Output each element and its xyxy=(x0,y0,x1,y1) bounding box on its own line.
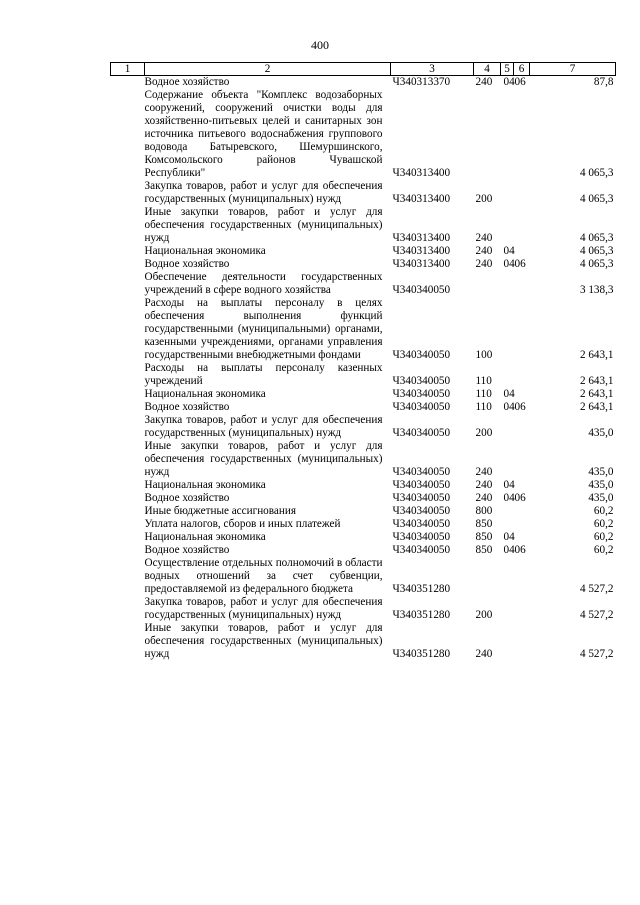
cell-index xyxy=(111,557,145,596)
cell-expense-type xyxy=(474,557,501,596)
cell-amount: 2 643,1 xyxy=(579,388,614,400)
cell-target-code: Ч340313400 xyxy=(392,167,451,179)
cell-expense-type: 240 xyxy=(475,76,493,88)
cell-expense-type xyxy=(474,89,501,180)
cell-subsection xyxy=(514,388,530,401)
cell-index xyxy=(111,401,145,414)
cell-section xyxy=(501,622,514,661)
cell-index xyxy=(111,544,145,557)
cell-subsection xyxy=(514,596,530,622)
table-header-row xyxy=(111,63,616,76)
cell-section xyxy=(501,596,514,622)
cell-target-code: Ч340313400 xyxy=(392,232,451,244)
cell-name: Водное хозяйство xyxy=(144,544,230,556)
cell-name: Расходы на выплаты персоналу в целях обеспечения выполнения функций государственными (муниципальными) органами, казенными учреждениями, органами управления государственными внебюджетными фондами xyxy=(144,297,383,361)
cell-expense-type: 110 xyxy=(475,401,492,413)
cell-name: Водное хозяйство xyxy=(144,492,230,504)
cell-expense-type: 200 xyxy=(475,609,493,621)
cell-section: 04 xyxy=(503,258,515,270)
cell-amount: 2 643,1 xyxy=(579,349,614,361)
cell-target-code: Ч340340050 xyxy=(392,427,451,439)
cell-subsection: 06 xyxy=(514,492,526,504)
table-row xyxy=(111,245,616,258)
cell-subsection xyxy=(514,206,530,245)
cell-section: 04 xyxy=(503,388,515,400)
cell-amount: 4 065,3 xyxy=(579,258,614,270)
header-col-7: 7 xyxy=(530,63,616,76)
cell-name: Водное хозяйство xyxy=(144,258,230,270)
cell-expense-type: 850 xyxy=(475,544,493,556)
cell-target-code: Ч340340050 xyxy=(392,544,451,556)
cell-expense-type: 800 xyxy=(475,505,493,517)
cell-index xyxy=(111,89,145,180)
table-row xyxy=(111,622,616,661)
cell-subsection xyxy=(514,271,530,297)
table-row xyxy=(111,76,616,90)
cell-subsection xyxy=(514,297,530,362)
cell-target-code: Ч340340050 xyxy=(392,518,451,530)
cell-amount: 60,2 xyxy=(593,544,614,556)
cell-amount: 435,0 xyxy=(588,492,614,504)
table-row xyxy=(111,479,616,492)
cell-expense-type: 240 xyxy=(475,466,493,478)
cell-target-code: Ч340340050 xyxy=(392,388,451,400)
cell-index xyxy=(111,76,145,90)
cell-expense-type: 240 xyxy=(475,232,493,244)
cell-index xyxy=(111,297,145,362)
header-col-2: 2 xyxy=(145,63,391,76)
table-row xyxy=(111,505,616,518)
cell-target-code: Ч340313370 xyxy=(392,76,451,88)
cell-target-code: Ч340340050 xyxy=(392,401,451,413)
cell-expense-type: 240 xyxy=(475,492,493,504)
cell-section xyxy=(501,206,514,245)
table-row xyxy=(111,271,616,297)
cell-expense-type: 240 xyxy=(475,245,493,257)
cell-section: 04 xyxy=(503,479,515,491)
cell-amount: 3 138,3 xyxy=(579,284,614,296)
cell-subsection: 06 xyxy=(514,544,526,556)
cell-section: 04 xyxy=(503,492,515,504)
cell-index xyxy=(111,206,145,245)
table-row xyxy=(111,362,616,388)
cell-index xyxy=(111,362,145,388)
cell-subsection xyxy=(514,518,530,531)
cell-name: Закупка товаров, работ и услуг для обеспечения государственных (муниципальных) нужд xyxy=(144,596,383,621)
cell-expense-type: 110 xyxy=(475,375,492,387)
cell-section: 04 xyxy=(503,401,515,413)
cell-expense-type: 200 xyxy=(475,427,493,439)
cell-target-code: Ч340340050 xyxy=(392,466,451,478)
cell-amount: 60,2 xyxy=(593,518,614,530)
cell-amount: 2 643,1 xyxy=(579,401,614,413)
table-row xyxy=(111,544,616,557)
table-row xyxy=(111,401,616,414)
cell-index xyxy=(111,440,145,479)
cell-index xyxy=(111,622,145,661)
table-row xyxy=(111,180,616,206)
cell-amount: 4 065,3 xyxy=(579,232,614,244)
page-number: 400 xyxy=(311,38,329,52)
cell-subsection xyxy=(514,180,530,206)
cell-subsection xyxy=(514,531,530,544)
cell-section xyxy=(501,557,514,596)
cell-target-code: Ч340340050 xyxy=(392,505,451,517)
cell-name: Расходы на выплаты персоналу казенных учреждений xyxy=(144,362,383,387)
cell-index xyxy=(111,258,145,271)
budget-table xyxy=(110,62,616,661)
cell-section: 04 xyxy=(503,544,515,556)
cell-name: Национальная экономика xyxy=(144,245,266,257)
cell-index xyxy=(111,505,145,518)
cell-index xyxy=(111,414,145,440)
cell-amount: 435,0 xyxy=(588,479,614,491)
cell-subsection xyxy=(514,245,530,258)
cell-target-code: Ч340313400 xyxy=(392,245,451,257)
header-col-5: 5 xyxy=(501,63,514,76)
cell-amount: 4 065,3 xyxy=(579,193,614,205)
cell-index xyxy=(111,388,145,401)
cell-section xyxy=(501,89,514,180)
cell-amount: 60,2 xyxy=(593,505,614,517)
cell-name: Водное хозяйство xyxy=(144,401,230,413)
cell-amount: 435,0 xyxy=(588,427,614,439)
cell-index xyxy=(111,180,145,206)
cell-target-code: Ч340340050 xyxy=(392,531,451,543)
cell-index xyxy=(111,531,145,544)
cell-subsection xyxy=(514,479,530,492)
cell-target-code: Ч340340050 xyxy=(392,492,451,504)
header-col-3: 3 xyxy=(391,63,474,76)
cell-name: Закупка товаров, работ и услуг для обеспечения государственных (муниципальных) нужд xyxy=(144,414,383,439)
cell-subsection xyxy=(514,89,530,180)
header-col-4: 4 xyxy=(474,63,501,76)
header-col-6: 6 xyxy=(514,63,530,76)
cell-amount: 87,8 xyxy=(593,76,614,88)
cell-name: Национальная экономика xyxy=(144,388,266,400)
cell-expense-type: 240 xyxy=(475,479,493,491)
cell-section xyxy=(501,180,514,206)
cell-target-code: Ч340340050 xyxy=(392,284,451,296)
table-body xyxy=(111,76,616,662)
cell-name: Закупка товаров, работ и услуг для обеспечения государственных (муниципальных) нужд xyxy=(144,180,383,205)
cell-target-code: Ч340351280 xyxy=(392,609,451,621)
cell-target-code: Ч340340050 xyxy=(392,479,451,491)
cell-target-code: Ч340340050 xyxy=(392,349,451,361)
cell-name: Содержание объекта "Комплекс водозаборных сооружений, сооружений очистки воды для хозяйственно-питьевых целей и санитарных зон источника питьевого водоснабжения группового водовода Батыревского, Шемуршинского, Комсомольского районов Чувашской Республики" xyxy=(144,89,383,179)
table-row xyxy=(111,89,616,180)
cell-target-code: Ч340351280 xyxy=(392,648,451,660)
cell-target-code: Ч340340050 xyxy=(392,375,451,387)
table-row xyxy=(111,388,616,401)
table-row xyxy=(111,414,616,440)
cell-name: Иные закупки товаров, работ и услуг для обеспечения государственных (муниципальных) нужд xyxy=(144,622,383,660)
cell-section xyxy=(501,414,514,440)
cell-name: Иные бюджетные ассигнования xyxy=(144,505,296,517)
cell-name: Обеспечение деятельности государственных учреждений в сфере водного хозяйства xyxy=(144,271,383,296)
cell-subsection xyxy=(514,362,530,388)
cell-subsection: 06 xyxy=(514,76,526,88)
cell-amount: 4 527,2 xyxy=(579,583,614,595)
cell-name: Иные закупки товаров, работ и услуг для обеспечения государственных (муниципальных) нужд xyxy=(144,206,383,244)
table-row xyxy=(111,557,616,596)
cell-expense-type: 850 xyxy=(475,518,493,530)
cell-amount: 4 527,2 xyxy=(579,648,614,660)
cell-expense-type xyxy=(474,271,501,297)
cell-name: Уплата налогов, сборов и иных платежей xyxy=(144,518,341,530)
cell-expense-type: 110 xyxy=(475,388,492,400)
cell-index xyxy=(111,518,145,531)
cell-amount: 2 643,1 xyxy=(579,375,614,387)
cell-name: Иные закупки товаров, работ и услуг для обеспечения государственных (муниципальных) нужд xyxy=(144,440,383,478)
cell-amount: 4 065,3 xyxy=(579,245,614,257)
cell-section: 04 xyxy=(503,531,515,543)
table-row xyxy=(111,206,616,245)
cell-section xyxy=(501,271,514,297)
cell-expense-type: 240 xyxy=(475,258,493,270)
cell-expense-type: 200 xyxy=(475,193,493,205)
cell-subsection xyxy=(514,557,530,596)
cell-subsection: 06 xyxy=(514,258,526,270)
cell-name: Осуществление отдельных полномочий в области водных отношений за счет субвенции, предоставляемой из федерального бюджета xyxy=(144,557,383,595)
cell-expense-type: 100 xyxy=(475,349,493,361)
cell-subsection xyxy=(514,440,530,479)
cell-subsection: 06 xyxy=(514,401,526,413)
cell-index xyxy=(111,492,145,505)
cell-index xyxy=(111,271,145,297)
table-row xyxy=(111,492,616,505)
cell-section xyxy=(501,362,514,388)
cell-section xyxy=(501,505,514,518)
cell-target-code: Ч340313400 xyxy=(392,193,451,205)
cell-amount: 60,2 xyxy=(593,531,614,543)
cell-section: 04 xyxy=(503,76,515,88)
table-row xyxy=(111,531,616,544)
cell-name: Национальная экономика xyxy=(144,531,266,543)
table-row xyxy=(111,258,616,271)
cell-amount: 435,0 xyxy=(588,466,614,478)
table-row xyxy=(111,596,616,622)
cell-expense-type: 240 xyxy=(475,648,493,660)
cell-section xyxy=(501,518,514,531)
table-row xyxy=(111,297,616,362)
cell-name: Водное хозяйство xyxy=(144,76,230,88)
table-row xyxy=(111,518,616,531)
cell-section: 04 xyxy=(503,245,515,257)
header-col-1: 1 xyxy=(111,63,145,76)
cell-index xyxy=(111,596,145,622)
cell-target-code: Ч340351280 xyxy=(392,583,451,595)
cell-target-code: Ч340313400 xyxy=(392,258,451,270)
cell-subsection xyxy=(514,414,530,440)
cell-index xyxy=(111,479,145,492)
cell-expense-type: 850 xyxy=(475,531,493,543)
cell-index xyxy=(111,245,145,258)
cell-name: Национальная экономика xyxy=(144,479,266,491)
cell-section xyxy=(501,440,514,479)
cell-subsection xyxy=(514,505,530,518)
cell-section xyxy=(501,297,514,362)
cell-subsection xyxy=(514,622,530,661)
cell-amount: 4 527,2 xyxy=(579,609,614,621)
table-row xyxy=(111,440,616,479)
cell-amount: 4 065,3 xyxy=(579,167,614,179)
